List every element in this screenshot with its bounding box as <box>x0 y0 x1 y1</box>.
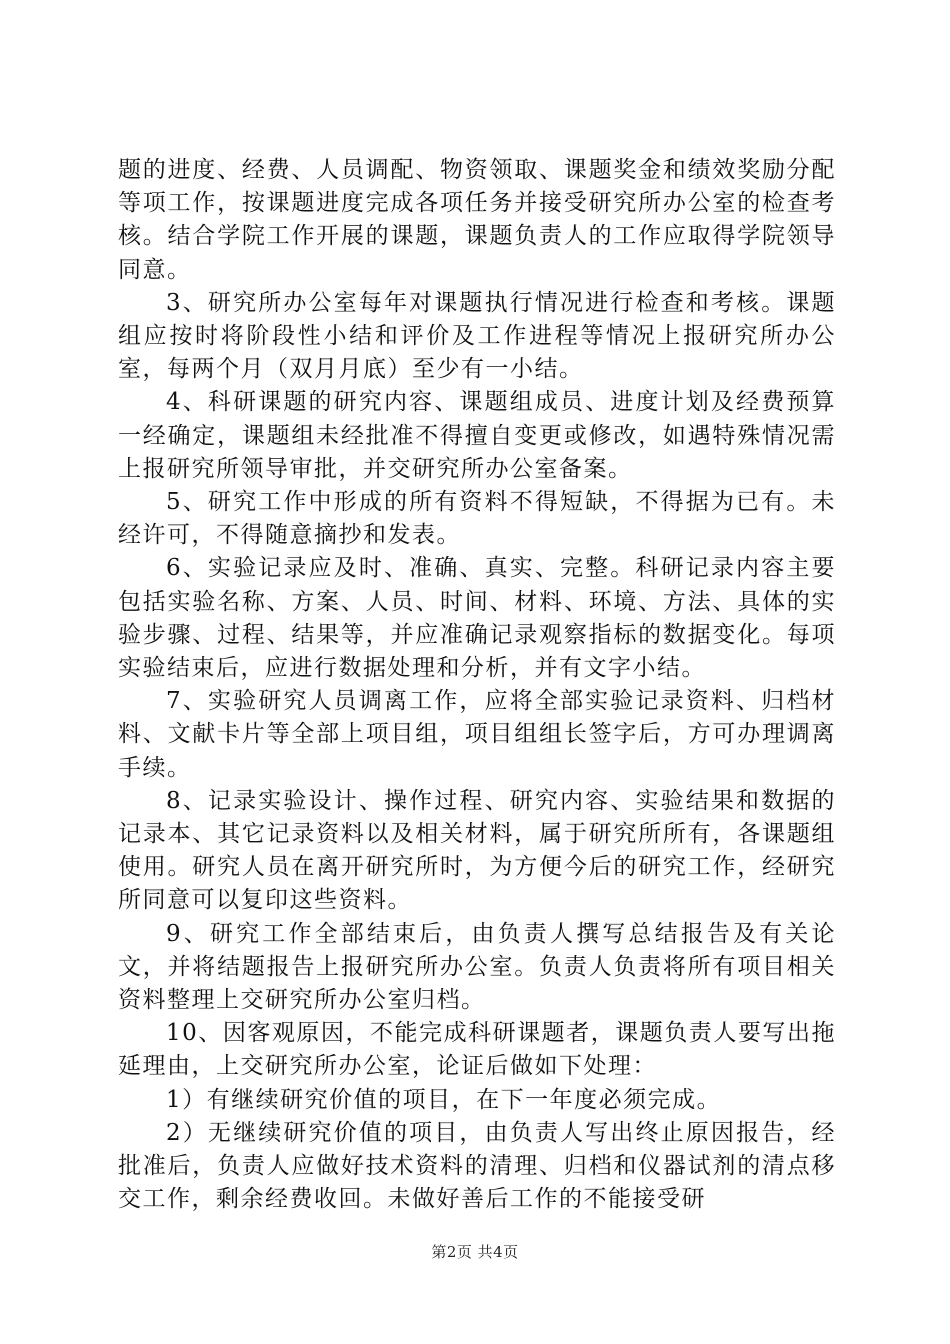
paragraph: 3、研究所办公室每年对课题执行情况进行检查和考核。课题组应按时将阶段性小结和评价及工作进程等情况上报研究所办公室，每两个月（双月月底）至少有一小结。 <box>118 289 836 383</box>
page-number-footer: 第2页 共4页 <box>431 1243 519 1261</box>
document-body <box>118 154 836 1217</box>
paragraph: 8、记录实验设计、操作过程、研究内容、实验结果和数据的记录本、其它记录资料以及相关材料，属于研究所所有，各课题组使用。研究人员在离开研究所时，为方便今后的研究工作，经研究所同意可以复印这些资料。 <box>118 787 836 914</box>
paragraph: 1）有继续研究价值的项目，在下一年度必须完成。 <box>166 1086 722 1113</box>
paragraph: 7、实验研究人员调离工作，应将全部实验记录资料、归档材料、文献卡片等全部上项目组，项目组组长签字后，方可办理调离手续。 <box>118 688 836 781</box>
paragraph: 4、科研课题的研究内容、课题组成员、进度计划及经费预算一经确定，课题组未经批准不得擅自变更或修改，如遇特殊情况需上报研究所领导审批，并交研究所办公室备案。 <box>118 389 836 482</box>
paragraph: 题的进度、经费、人员调配、物资领取、课题奖金和绩效奖励分配等项工作，按课题进度完成各项任务并接受研究所办公室的检查考核。结合学院工作开展的课题，课题负责人的工作应取得学院领导同意。 <box>118 157 836 283</box>
paragraph: 10、因客观原因，不能完成科研课题者，课题负责人要写出拖延理由，上交研究所办公室，论证后做如下处理： <box>118 1020 836 1080</box>
paragraph: 5、研究工作中形成的所有资料不得短缺，不得据为已有。未经许可，不得随意摘抄和发表。 <box>118 489 836 549</box>
paragraph: 6、实验记录应及时、准确、真实、完整。科研记录内容主要包括实验名称、方案、人员、时间、材料、环境、方法、具体的实验步骤、过程、结果等，并应准确记录观察指标的数据变化。每项实验结束后，应进行数据处理和分析，并有文字小结。 <box>118 555 836 682</box>
paragraph: 9、研究工作全部结束后，由负责人撰写总结报告及有关论文，并将结题报告上报研究所办公室。负责人负责将所有项目相关资料整理上交研究所办公室归档。 <box>118 920 836 1014</box>
paragraph: 2）无继续研究价值的项目，由负责人写出终止原因报告，经批准后，负责人应做好技术资料的清理、归档和仪器试剂的清点移交工作，剩余经费收回。未做好善后工作的不能接受研 <box>118 1119 836 1213</box>
